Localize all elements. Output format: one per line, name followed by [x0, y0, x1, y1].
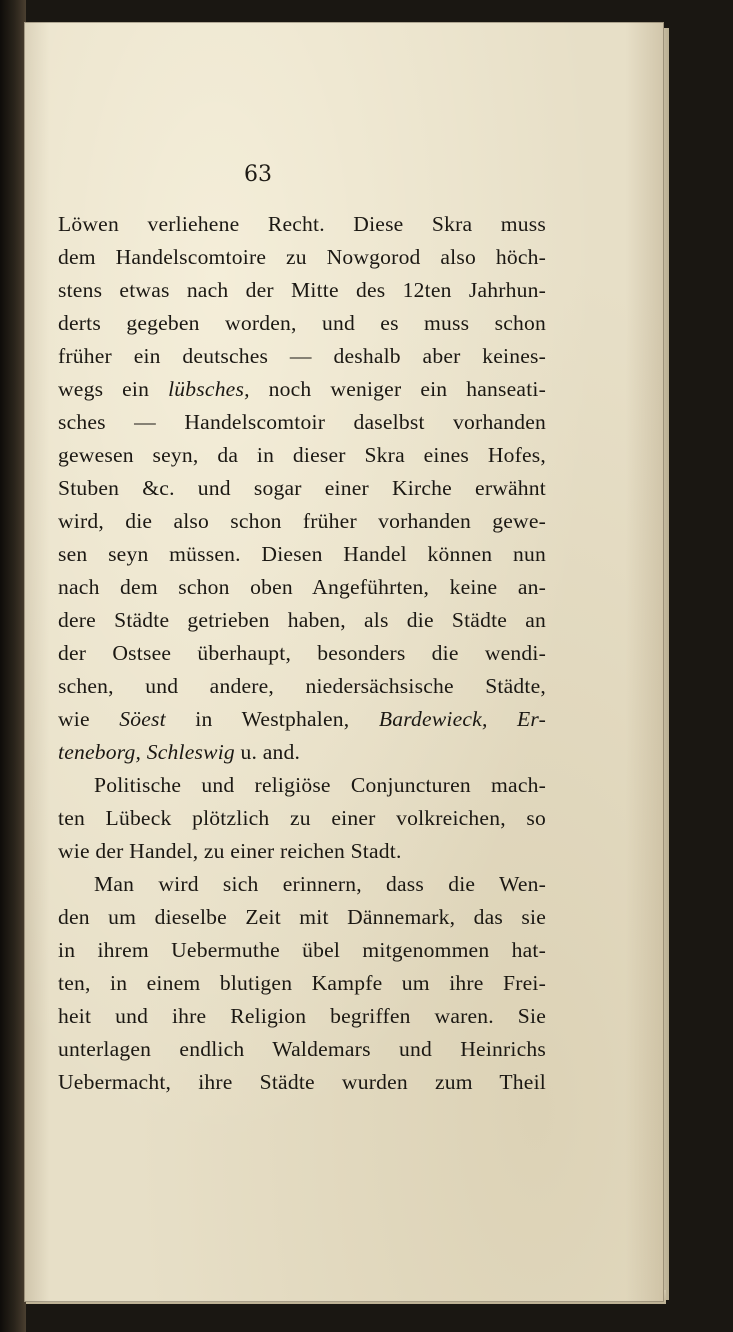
text-line: wie Söest in Westphalen, Bardewieck, Er- [58, 707, 546, 731]
text-line: wie der Handel, zu einer reichen Stadt. [58, 839, 402, 863]
text-line: heit und ihre Religion begriffen waren. Sie [58, 1004, 546, 1028]
text-line: gewesen seyn, da in dieser Skra eines Hofes, [58, 443, 546, 467]
text-line: sches — Handelscomtoir daselbst vorhanden [58, 410, 546, 434]
text-line: derts gegeben worden, und es muss schon [58, 311, 546, 335]
text-line: den um dieselbe Zeit mit Dännemark, das sie [58, 905, 546, 929]
text-line: ten Lübeck plötzlich zu einer volkreichen, so [58, 806, 546, 830]
body-text [58, 208, 546, 1099]
text-line: wird, die also schon früher vorhanden gewe- [58, 509, 546, 533]
text-line: Man wird sich erinnern, dass die Wen- [94, 872, 546, 896]
text-line: unterlagen endlich Waldemars und Heinrichs [58, 1037, 546, 1061]
text-line: in ihrem Uebermuthe übel mitgenommen hat- [58, 938, 546, 962]
text-line: der Ostsee überhaupt, besonders die wendi- [58, 641, 546, 665]
text-line: Uebermacht, ihre Städte wurden zum Theil [58, 1070, 546, 1094]
text-line: wegs ein lübsches, noch weniger ein hanseati- [58, 377, 547, 401]
text-line: Löwen verliehene Recht. Diese Skra muss [58, 212, 546, 236]
book-binding [0, 0, 26, 1332]
text-line: schen, und andere, niedersächsische Städte, [58, 674, 546, 698]
text-line: teneborg, Schleswig u. and. [58, 740, 301, 764]
text-line: früher ein deutsches — deshalb aber keines- [58, 344, 546, 368]
text-line: Politische und religiöse Conjuncturen mach- [94, 773, 546, 797]
text-line: dere Städte getrieben haben, als die Städte an [58, 608, 546, 632]
text-line: stens etwas nach der Mitte des 12ten Jahrhun- [58, 278, 546, 302]
book-page [24, 22, 664, 1302]
page-number: 63 [244, 162, 272, 187]
text-line: ten, in einem blutigen Kampfe um ihre Frei- [58, 971, 546, 995]
text-line: sen seyn müssen. Diesen Handel können nun [58, 542, 546, 566]
text-line: dem Handelscomtoire zu Nowgorod also höch- [58, 245, 546, 269]
text-line: nach dem schon oben Angeführten, keine an- [58, 575, 546, 599]
text-line: Stuben &c. und sogar einer Kirche erwähnt [58, 476, 546, 500]
